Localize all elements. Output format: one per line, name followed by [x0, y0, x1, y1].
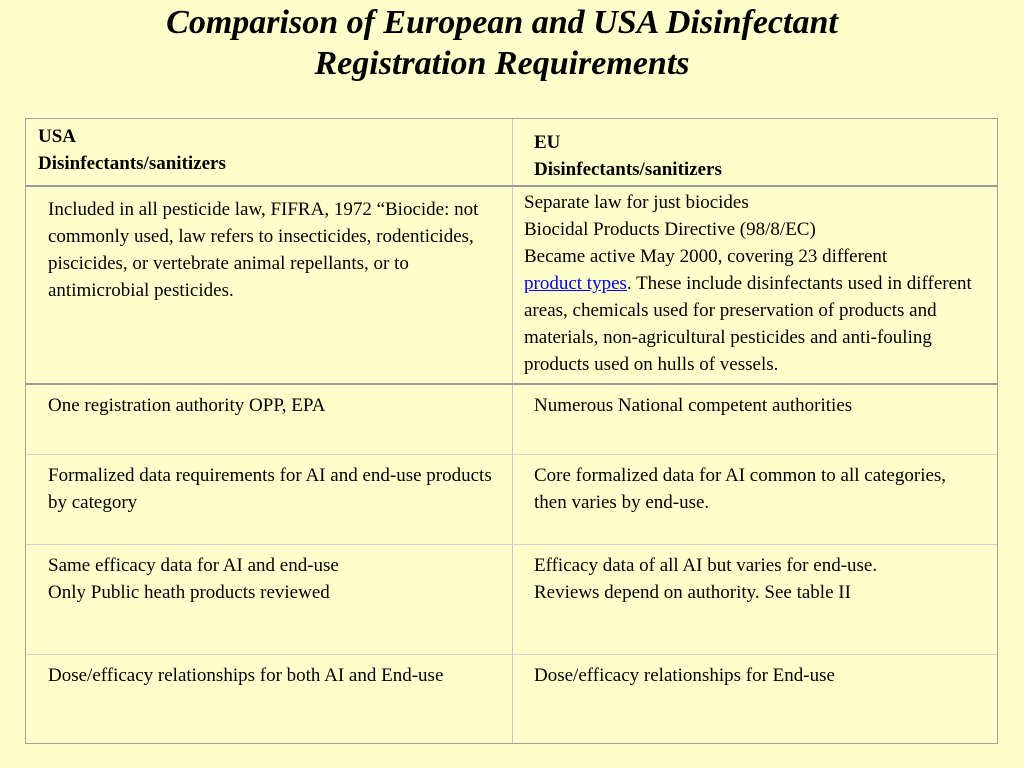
usa-cell [26, 385, 513, 454]
title-line-2: Registration Requirements [314, 45, 690, 82]
table-row [26, 187, 997, 385]
eu-header-cell [513, 119, 997, 185]
title-line-1: Comparison of European and USA Disinfectant [166, 4, 838, 41]
table-header-row [26, 119, 997, 187]
eu-cell [513, 187, 997, 383]
page-title [0, 2, 1004, 84]
usa-cell-text: One registration authority OPP, EPA [48, 395, 326, 416]
eu-cell-rest: . These include disinfectants used in different areas, chemicals used for preservation of products and materials, non-agricultural pesticides and anti-fouling products used on hulls of vessels. [524, 273, 972, 375]
eu-cell-text [513, 187, 997, 378]
eu-cell-line: Became active May 2000, covering 23 different [524, 246, 888, 267]
eu-cell [513, 545, 997, 654]
eu-cell-text: Core formalized data for AI common to all categories, then varies by end-use. [534, 465, 947, 513]
table-row [26, 385, 997, 455]
eu-cell-line: Reviews depend on authority. See table II [534, 582, 851, 603]
usa-header-cell [26, 119, 513, 185]
eu-cell [513, 455, 997, 544]
eu-header-title: EU [534, 132, 561, 153]
usa-header [26, 119, 512, 177]
usa-cell-text: Formalized data requirements for AI and end-use products by category [48, 465, 492, 513]
eu-cell-text: Numerous National competent authorities [534, 395, 853, 416]
usa-cell-line: Only Public heath products reviewed [48, 582, 330, 603]
eu-cell [513, 385, 997, 454]
product-types-link[interactable]: product types [524, 273, 627, 294]
eu-cell-line: Biocidal Products Directive (98/8/EC) [524, 219, 816, 240]
table-row [26, 655, 997, 743]
eu-cell-text: Dose/efficacy relationships for End-use [534, 665, 835, 686]
eu-header-subtitle: Disinfectants/sanitizers [534, 159, 722, 180]
eu-cell-line: Efficacy data of all AI but varies for end-use. [534, 555, 878, 576]
eu-cell-line: Separate law for just biocides [524, 192, 749, 213]
usa-cell-line: Same efficacy data for AI and end-use [48, 555, 339, 576]
eu-cell [513, 655, 997, 743]
eu-header [513, 119, 997, 183]
table-row [26, 455, 997, 545]
usa-cell [26, 187, 513, 383]
usa-header-title: USA [38, 126, 77, 147]
comparison-table [25, 118, 998, 744]
usa-cell [26, 455, 513, 544]
usa-cell-text: Dose/efficacy relationships for both AI and End-use [48, 665, 444, 686]
usa-cell [26, 545, 513, 654]
usa-cell [26, 655, 513, 743]
usa-cell-text [26, 545, 512, 606]
table-row [26, 545, 997, 655]
usa-cell-text: Included in all pesticide law, FIFRA, 1972 “Biocide: not commonly used, law refers to insecticides, rodenticides, piscicides, or vertebrate animal repellants, or to antimicrobial pesticides. [48, 199, 479, 301]
usa-header-subtitle: Disinfectants/sanitizers [38, 153, 226, 174]
eu-cell-text [513, 545, 997, 606]
